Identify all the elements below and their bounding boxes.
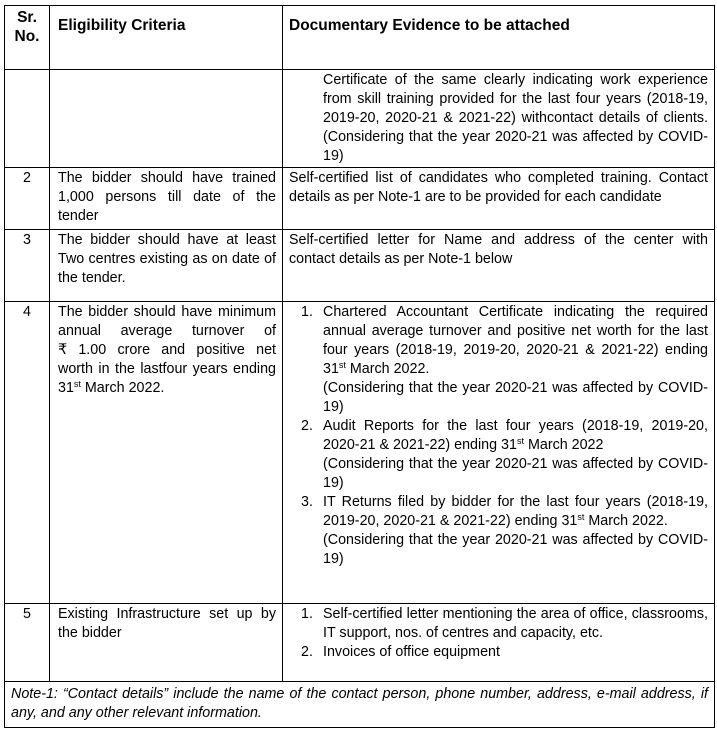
table-row [5,230,715,302]
list-marker: 1. [301,304,313,320]
row-criteria [50,302,283,604]
row-evidence: Self-certified list of candidates who completed training. Contact details as per Note-1 are to be provided for each candidate [283,168,715,230]
covid-note: (Considering that the year 2020-21 was affected by COVID-19) [323,456,708,491]
evidence-list [289,605,708,662]
header-sr-no: Sr. No. [5,6,50,70]
list-item: 1. Self-certified letter mentioning the area of office, classrooms, IT support, nos. of centres and capacity, etc. [301,606,708,641]
row-criteria: The bidder should have trained 1,000 persons till date of the tender [50,168,283,230]
table-row [5,168,715,230]
header-eligibility-criteria: Eligibility Criteria [50,6,283,70]
covid-note: (Considering that the year 2020-21 was affected by COVID-19) [323,532,708,567]
list-item: 3. IT Returns filed by bidder for the last four years (2018-19, 2019-20, 2020-21 & 2021-22) ending 31st March 2022. (Considering that the year 2020-21 was affected by COVID-19) [301,494,708,567]
row-evidence [283,302,715,604]
table-row [5,302,715,604]
row-number: 3 [5,230,50,302]
covid-note: (Considering that the year 2020-21 was affected by COVID-19) [323,380,708,415]
row-criteria: Existing Infrastructure set up by the bidder [50,604,283,682]
eligibility-table [4,5,715,728]
row-criteria: The bidder should have at least Two centres existing as on date of the tender. [50,230,283,302]
note-text: Note-1: “Contact details” include the name of the contact person, phone number, address, e-mail address, if any, and any other relevant information. [5,682,715,728]
row-evidence: Self-certified letter for Name and address of the center with contact details as per Note-1 below [283,230,715,302]
evidence-list [289,303,708,569]
row-number [5,70,50,168]
row-number: 2 [5,168,50,230]
table-row [5,70,715,168]
row-evidence [283,604,715,682]
table-row [5,604,715,682]
list-marker: 3. [301,494,313,510]
header-documentary-evidence: Documentary Evidence to be attached [283,6,715,70]
row-number: 5 [5,604,50,682]
list-item: 1. Chartered Accountant Certificate indicating the required annual average turnover and positive net worth for the last four years (2018-19, 2019-20, 2020-21 & 2021-22) ending 31st March 2022. (Considering that the year 2020-21 was affected by COVID-19) [301,304,708,415]
note-row [5,682,715,728]
list-item: 2. Invoices of office equipment [301,644,500,660]
list-marker: 2. [301,418,313,434]
row-criteria [50,70,283,168]
criteria-amount: ₹ 1.00 crore and positive net worth in the lastfour years ending 31st March 2022. [58,342,276,396]
list-item: 2. Audit Reports for the last four years (2018-19, 2019-20, 2020-21 & 2021-22) ending 31st March 2022 (Considering that the year 2020-21 was affected by COVID-19) [301,418,708,491]
list-marker: 1. [301,606,313,622]
table-header-row [5,6,715,70]
list-marker: 2. [301,644,313,660]
row-number: 4 [5,302,50,604]
row-evidence: Certificate of the same clearly indicating work experience from skill training provided for the last four years (2018-19, 2019-20, 2020-21 & 2021-22) withcontact details of clients. (Considering that the year 2020-21 was affected by COVID-19) [283,70,715,168]
criteria-line: The bidder should have minimum annual average turnover of [58,304,276,339]
